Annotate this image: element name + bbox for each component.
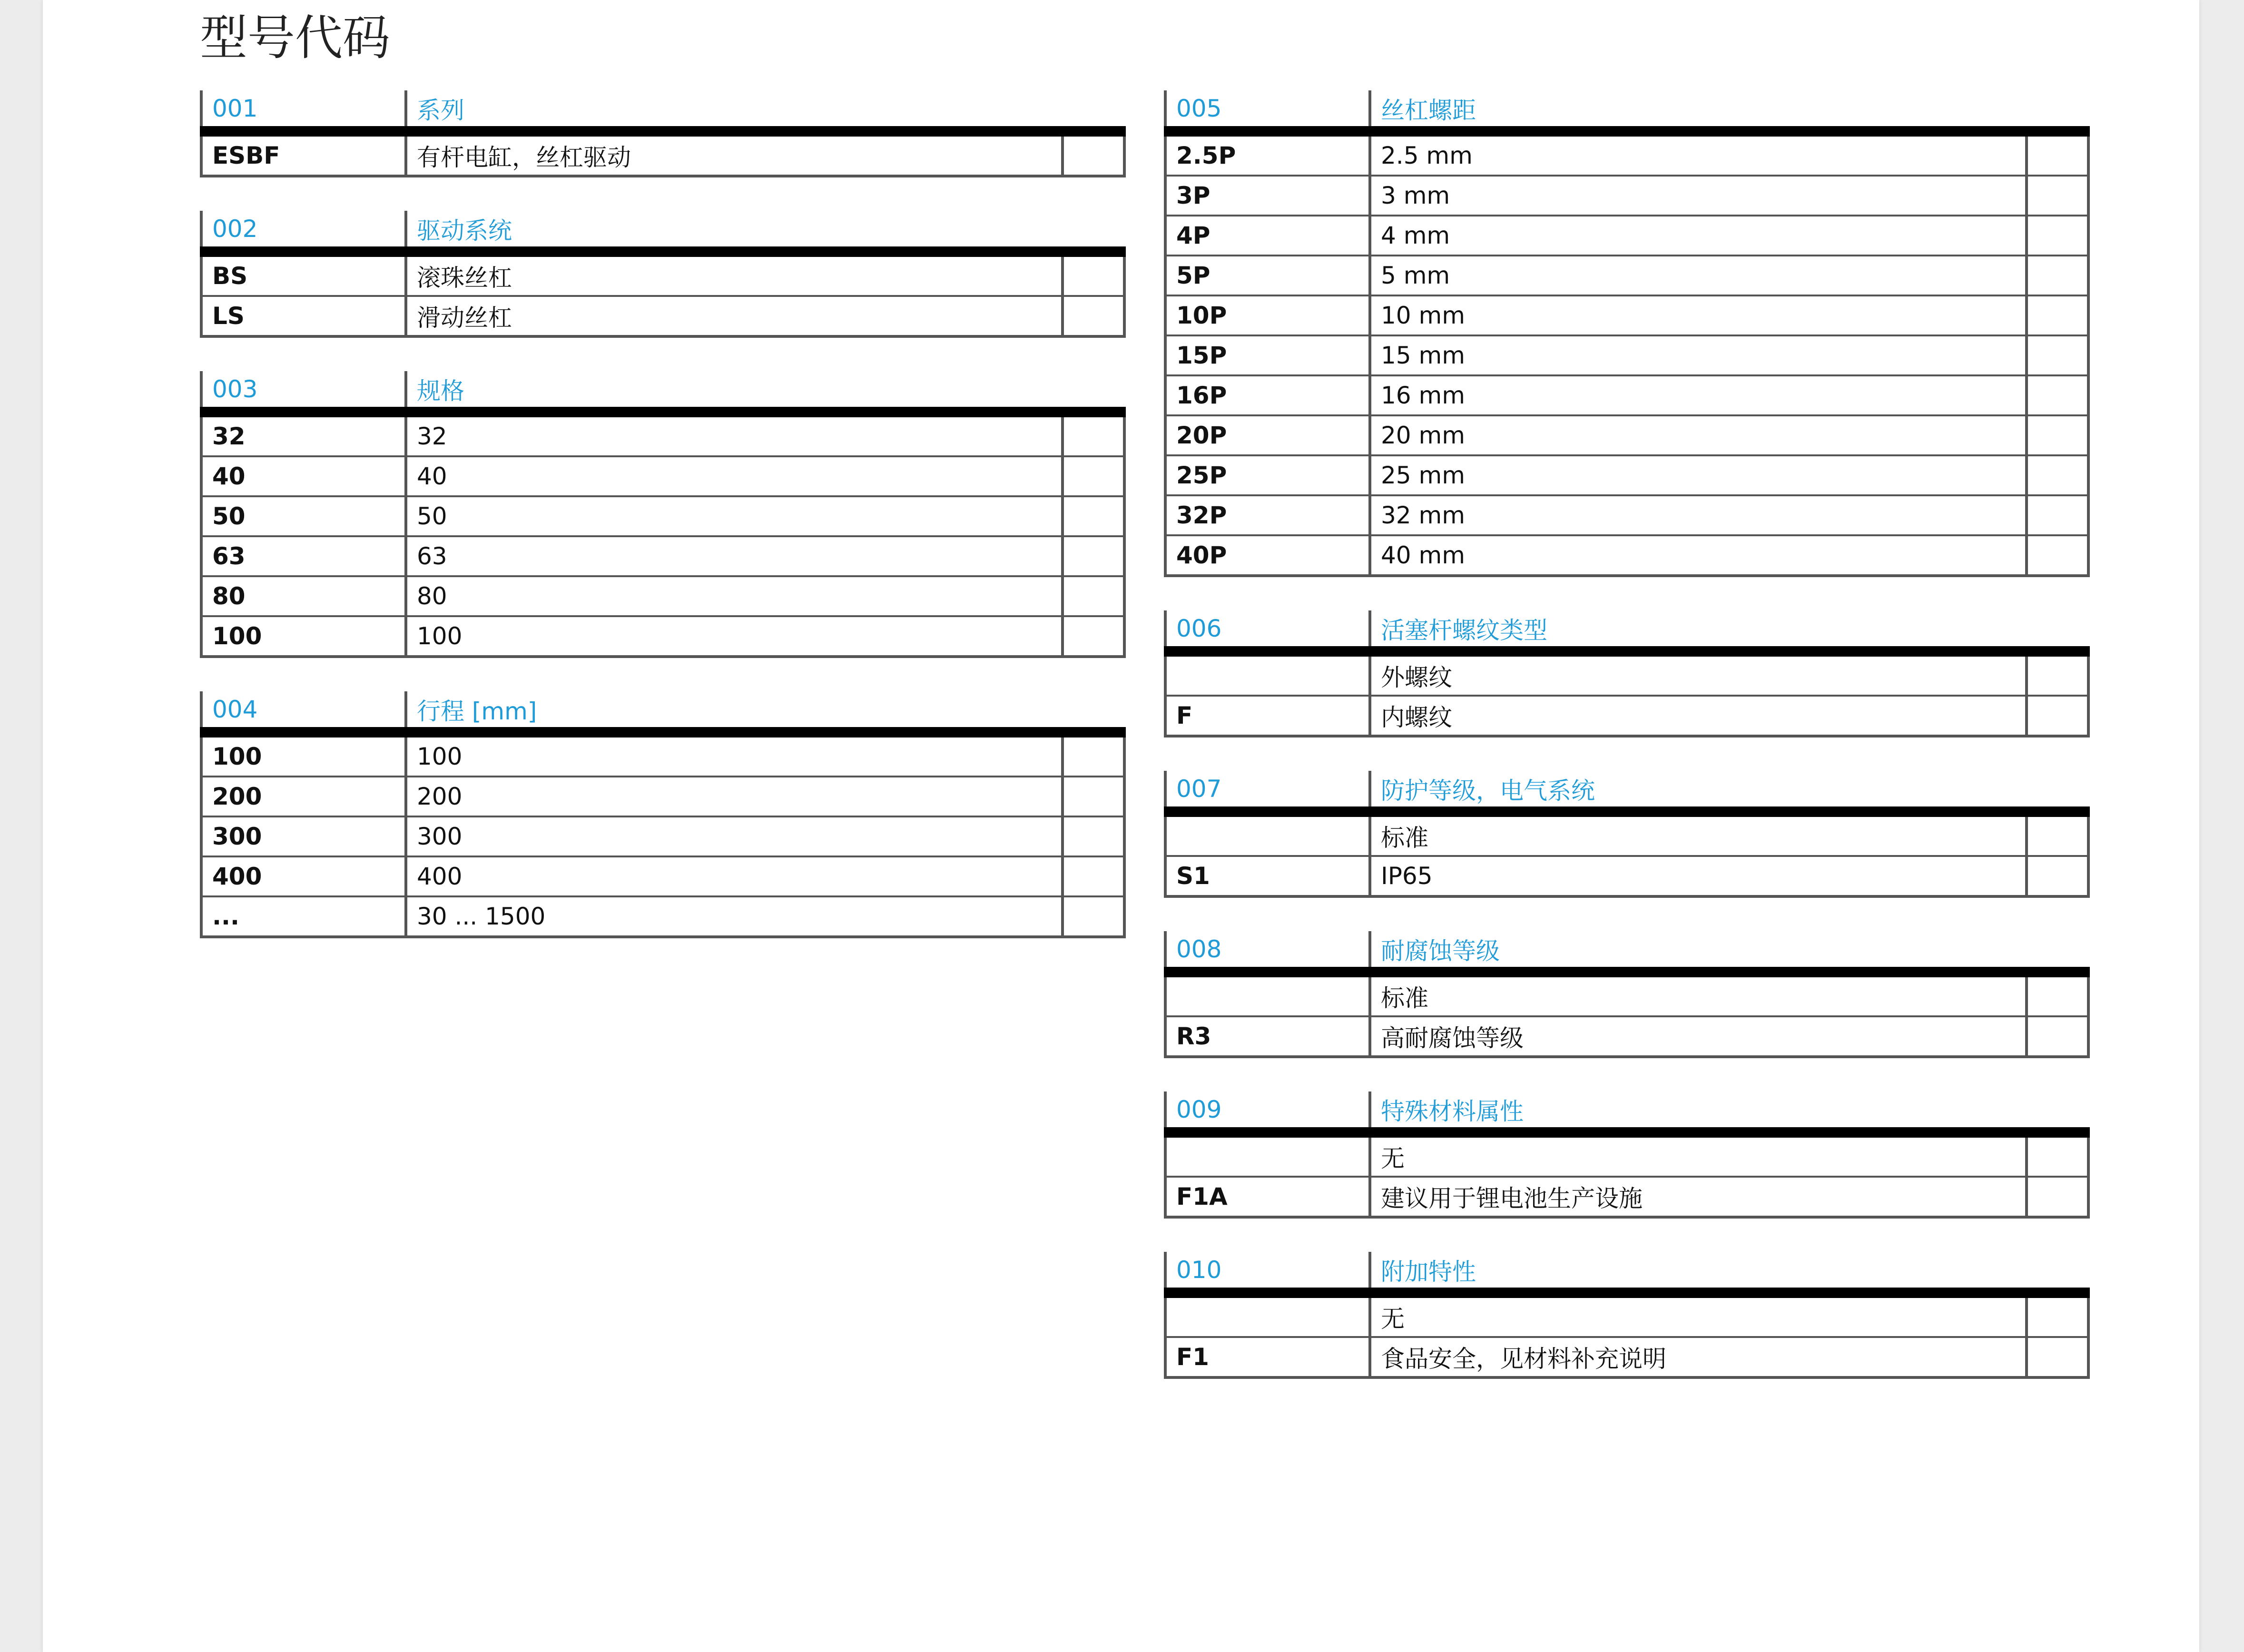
option-description: 400 bbox=[406, 856, 1063, 896]
table-row bbox=[1165, 335, 2088, 375]
selection-cell bbox=[2027, 1177, 2088, 1217]
selection-cell bbox=[2027, 216, 2088, 256]
table-row bbox=[1165, 131, 2088, 176]
option-code: ESBF bbox=[201, 131, 406, 176]
option-code: 32 bbox=[201, 412, 406, 456]
option-description: 25 mm bbox=[1370, 455, 2027, 495]
option-code: 40 bbox=[201, 456, 406, 496]
code-table bbox=[1164, 1092, 2090, 1219]
option-description: 内螺纹 bbox=[1370, 696, 2027, 736]
table-row bbox=[1165, 1293, 2088, 1337]
code-table bbox=[200, 90, 1126, 177]
option-description: IP65 bbox=[1370, 856, 2027, 896]
selection-cell bbox=[1063, 252, 1124, 296]
selection-cell bbox=[1063, 777, 1124, 816]
selection-cell bbox=[1063, 732, 1124, 777]
option-description: 5 mm bbox=[1370, 256, 2027, 295]
table-row bbox=[1165, 375, 2088, 415]
document-page bbox=[43, 0, 2199, 1652]
selection-cell bbox=[2027, 455, 2088, 495]
section-number: 002 bbox=[201, 211, 406, 252]
section-number: 006 bbox=[1165, 610, 1370, 651]
table-header bbox=[201, 211, 1124, 252]
section-number: 007 bbox=[1165, 771, 1370, 812]
option-code: 40P bbox=[1165, 535, 1370, 576]
selection-cell bbox=[2027, 131, 2088, 176]
option-code: 20P bbox=[1165, 415, 1370, 455]
selection-cell bbox=[2027, 415, 2088, 455]
selection-cell bbox=[2027, 651, 2088, 696]
code-table bbox=[1164, 610, 2090, 738]
code-table bbox=[1164, 771, 2090, 898]
table-row bbox=[201, 576, 1124, 616]
code-table bbox=[1164, 90, 2090, 577]
option-description: 滑动丝杠 bbox=[406, 296, 1063, 336]
option-code: 400 bbox=[201, 856, 406, 896]
table-row bbox=[201, 456, 1124, 496]
selection-cell bbox=[1063, 412, 1124, 456]
table-row bbox=[1165, 972, 2088, 1016]
table-row bbox=[201, 412, 1124, 456]
option-description: 100 bbox=[406, 732, 1063, 777]
table-row bbox=[1165, 295, 2088, 335]
section-005 bbox=[1164, 90, 2087, 577]
option-code: 3P bbox=[1165, 176, 1370, 216]
option-code: 50 bbox=[201, 496, 406, 536]
option-code: 10P bbox=[1165, 295, 1370, 335]
table-header bbox=[1165, 90, 2088, 131]
table-row bbox=[201, 496, 1124, 536]
option-description: 300 bbox=[406, 816, 1063, 856]
section-number: 008 bbox=[1165, 931, 1370, 972]
option-code: R3 bbox=[1165, 1016, 1370, 1057]
option-code: F bbox=[1165, 696, 1370, 736]
option-code: 300 bbox=[201, 816, 406, 856]
section-title: 防护等级，电气系统 bbox=[1370, 771, 2088, 812]
section-number: 001 bbox=[201, 90, 406, 131]
selection-cell bbox=[2027, 295, 2088, 335]
option-code: 200 bbox=[201, 777, 406, 816]
selection-cell bbox=[2027, 1132, 2088, 1177]
code-table bbox=[200, 371, 1126, 658]
section-title: 耐腐蚀等级 bbox=[1370, 931, 2088, 972]
selection-cell bbox=[2027, 375, 2088, 415]
table-row bbox=[201, 896, 1124, 937]
table-row bbox=[1165, 256, 2088, 295]
selection-cell bbox=[1063, 536, 1124, 576]
section-number: 010 bbox=[1165, 1252, 1370, 1293]
selection-cell bbox=[2027, 1016, 2088, 1057]
option-description: 200 bbox=[406, 777, 1063, 816]
table-row bbox=[1165, 1132, 2088, 1177]
selection-cell bbox=[2027, 972, 2088, 1016]
selection-cell bbox=[2027, 696, 2088, 736]
section-title: 丝杠螺距 bbox=[1370, 90, 2088, 131]
option-description: 40 mm bbox=[1370, 535, 2027, 576]
selection-cell bbox=[1063, 296, 1124, 336]
table-header bbox=[201, 691, 1124, 732]
section-number: 003 bbox=[201, 371, 406, 412]
option-code: 15P bbox=[1165, 335, 1370, 375]
section-001 bbox=[200, 90, 1123, 177]
option-description: 高耐腐蚀等级 bbox=[1370, 1016, 2027, 1057]
option-code: 100 bbox=[201, 732, 406, 777]
selection-cell bbox=[2027, 535, 2088, 576]
option-code: S1 bbox=[1165, 856, 1370, 896]
selection-cell bbox=[1063, 576, 1124, 616]
table-row bbox=[1165, 696, 2088, 736]
option-description: 建议用于锂电池生产设施 bbox=[1370, 1177, 2027, 1217]
section-003 bbox=[200, 371, 1123, 658]
table-header bbox=[1165, 771, 2088, 812]
selection-cell bbox=[2027, 176, 2088, 216]
option-description: 无 bbox=[1370, 1293, 2027, 1337]
section-number: 009 bbox=[1165, 1092, 1370, 1132]
right-column bbox=[1164, 90, 2087, 1412]
section-006 bbox=[1164, 610, 2087, 738]
table-row bbox=[201, 536, 1124, 576]
section-title: 规格 bbox=[406, 371, 1124, 412]
section-title: 活塞杆螺纹类型 bbox=[1370, 610, 2088, 651]
selection-cell bbox=[1063, 456, 1124, 496]
selection-cell bbox=[2027, 1293, 2088, 1337]
table-row bbox=[1165, 495, 2088, 535]
table-row bbox=[1165, 176, 2088, 216]
selection-cell bbox=[1063, 856, 1124, 896]
section-title: 系列 bbox=[406, 90, 1124, 131]
option-description: 3 mm bbox=[1370, 176, 2027, 216]
table-header bbox=[1165, 1092, 2088, 1132]
selection-cell bbox=[1063, 131, 1124, 176]
option-description: 10 mm bbox=[1370, 295, 2027, 335]
table-row bbox=[1165, 1337, 2088, 1377]
code-table bbox=[1164, 1252, 2090, 1379]
table-row bbox=[201, 252, 1124, 296]
option-description: 无 bbox=[1370, 1132, 2027, 1177]
selection-cell bbox=[2027, 335, 2088, 375]
selection-cell bbox=[1063, 616, 1124, 657]
selection-cell bbox=[1063, 496, 1124, 536]
left-column bbox=[200, 90, 1123, 972]
section-008 bbox=[1164, 931, 2087, 1058]
table-row bbox=[1165, 535, 2088, 576]
selection-cell bbox=[1063, 816, 1124, 856]
option-code bbox=[1165, 972, 1370, 1016]
option-description: 食品安全，见材料补充说明 bbox=[1370, 1337, 2027, 1377]
option-code: LS bbox=[201, 296, 406, 336]
option-code: 4P bbox=[1165, 216, 1370, 256]
table-row bbox=[201, 732, 1124, 777]
table-header bbox=[201, 371, 1124, 412]
option-description: 32 bbox=[406, 412, 1063, 456]
option-description: 2.5 mm bbox=[1370, 131, 2027, 176]
option-description: 15 mm bbox=[1370, 335, 2027, 375]
option-code: F1A bbox=[1165, 1177, 1370, 1217]
selection-cell bbox=[2027, 256, 2088, 295]
code-table bbox=[200, 211, 1126, 338]
section-title: 行程 [mm] bbox=[406, 691, 1124, 732]
section-007 bbox=[1164, 771, 2087, 898]
option-code bbox=[1165, 1293, 1370, 1337]
table-row bbox=[201, 296, 1124, 336]
option-code: 5P bbox=[1165, 256, 1370, 295]
table-row bbox=[1165, 216, 2088, 256]
selection-cell bbox=[2027, 1337, 2088, 1377]
option-code bbox=[1165, 651, 1370, 696]
option-description: 30 ... 1500 bbox=[406, 896, 1063, 937]
table-header bbox=[1165, 610, 2088, 651]
option-description: 滚珠丝杠 bbox=[406, 252, 1063, 296]
code-table bbox=[200, 691, 1126, 938]
option-description: 4 mm bbox=[1370, 216, 2027, 256]
table-row bbox=[1165, 651, 2088, 696]
table-row bbox=[201, 131, 1124, 176]
code-table bbox=[1164, 931, 2090, 1058]
table-row bbox=[1165, 856, 2088, 896]
table-header bbox=[1165, 1252, 2088, 1293]
table-row bbox=[201, 616, 1124, 657]
section-010 bbox=[1164, 1252, 2087, 1379]
option-code: 25P bbox=[1165, 455, 1370, 495]
option-code: F1 bbox=[1165, 1337, 1370, 1377]
section-number: 004 bbox=[201, 691, 406, 732]
option-code: 16P bbox=[1165, 375, 1370, 415]
section-title: 驱动系统 bbox=[406, 211, 1124, 252]
selection-cell bbox=[1063, 896, 1124, 937]
section-title: 特殊材料属性 bbox=[1370, 1092, 2088, 1132]
table-row bbox=[201, 856, 1124, 896]
table-row bbox=[1165, 1177, 2088, 1217]
option-description: 标准 bbox=[1370, 972, 2027, 1016]
option-description: 16 mm bbox=[1370, 375, 2027, 415]
table-row bbox=[1165, 415, 2088, 455]
table-row bbox=[1165, 455, 2088, 495]
option-description: 有杆电缸，丝杠驱动 bbox=[406, 131, 1063, 176]
option-description: 32 mm bbox=[1370, 495, 2027, 535]
table-header bbox=[1165, 931, 2088, 972]
table-row bbox=[201, 777, 1124, 816]
option-description: 40 bbox=[406, 456, 1063, 496]
option-description: 100 bbox=[406, 616, 1063, 657]
page-title: 型号代码 bbox=[200, 10, 390, 66]
selection-cell bbox=[2027, 812, 2088, 856]
option-description: 标准 bbox=[1370, 812, 2027, 856]
section-number: 005 bbox=[1165, 90, 1370, 131]
section-004 bbox=[200, 691, 1123, 938]
option-code bbox=[1165, 1132, 1370, 1177]
section-009 bbox=[1164, 1092, 2087, 1219]
option-description: 50 bbox=[406, 496, 1063, 536]
option-code: 80 bbox=[201, 576, 406, 616]
option-description: 外螺纹 bbox=[1370, 651, 2027, 696]
option-code: 63 bbox=[201, 536, 406, 576]
table-row bbox=[1165, 812, 2088, 856]
option-code: 100 bbox=[201, 616, 406, 657]
option-description: 20 mm bbox=[1370, 415, 2027, 455]
option-code: 32P bbox=[1165, 495, 1370, 535]
option-code: BS bbox=[201, 252, 406, 296]
selection-cell bbox=[2027, 495, 2088, 535]
option-code bbox=[1165, 812, 1370, 856]
option-code: 2.5P bbox=[1165, 131, 1370, 176]
section-002 bbox=[200, 211, 1123, 338]
table-row bbox=[201, 816, 1124, 856]
table-header bbox=[201, 90, 1124, 131]
table-row bbox=[1165, 1016, 2088, 1057]
option-code: ... bbox=[201, 896, 406, 937]
option-description: 63 bbox=[406, 536, 1063, 576]
section-title: 附加特性 bbox=[1370, 1252, 2088, 1293]
option-description: 80 bbox=[406, 576, 1063, 616]
selection-cell bbox=[2027, 856, 2088, 896]
